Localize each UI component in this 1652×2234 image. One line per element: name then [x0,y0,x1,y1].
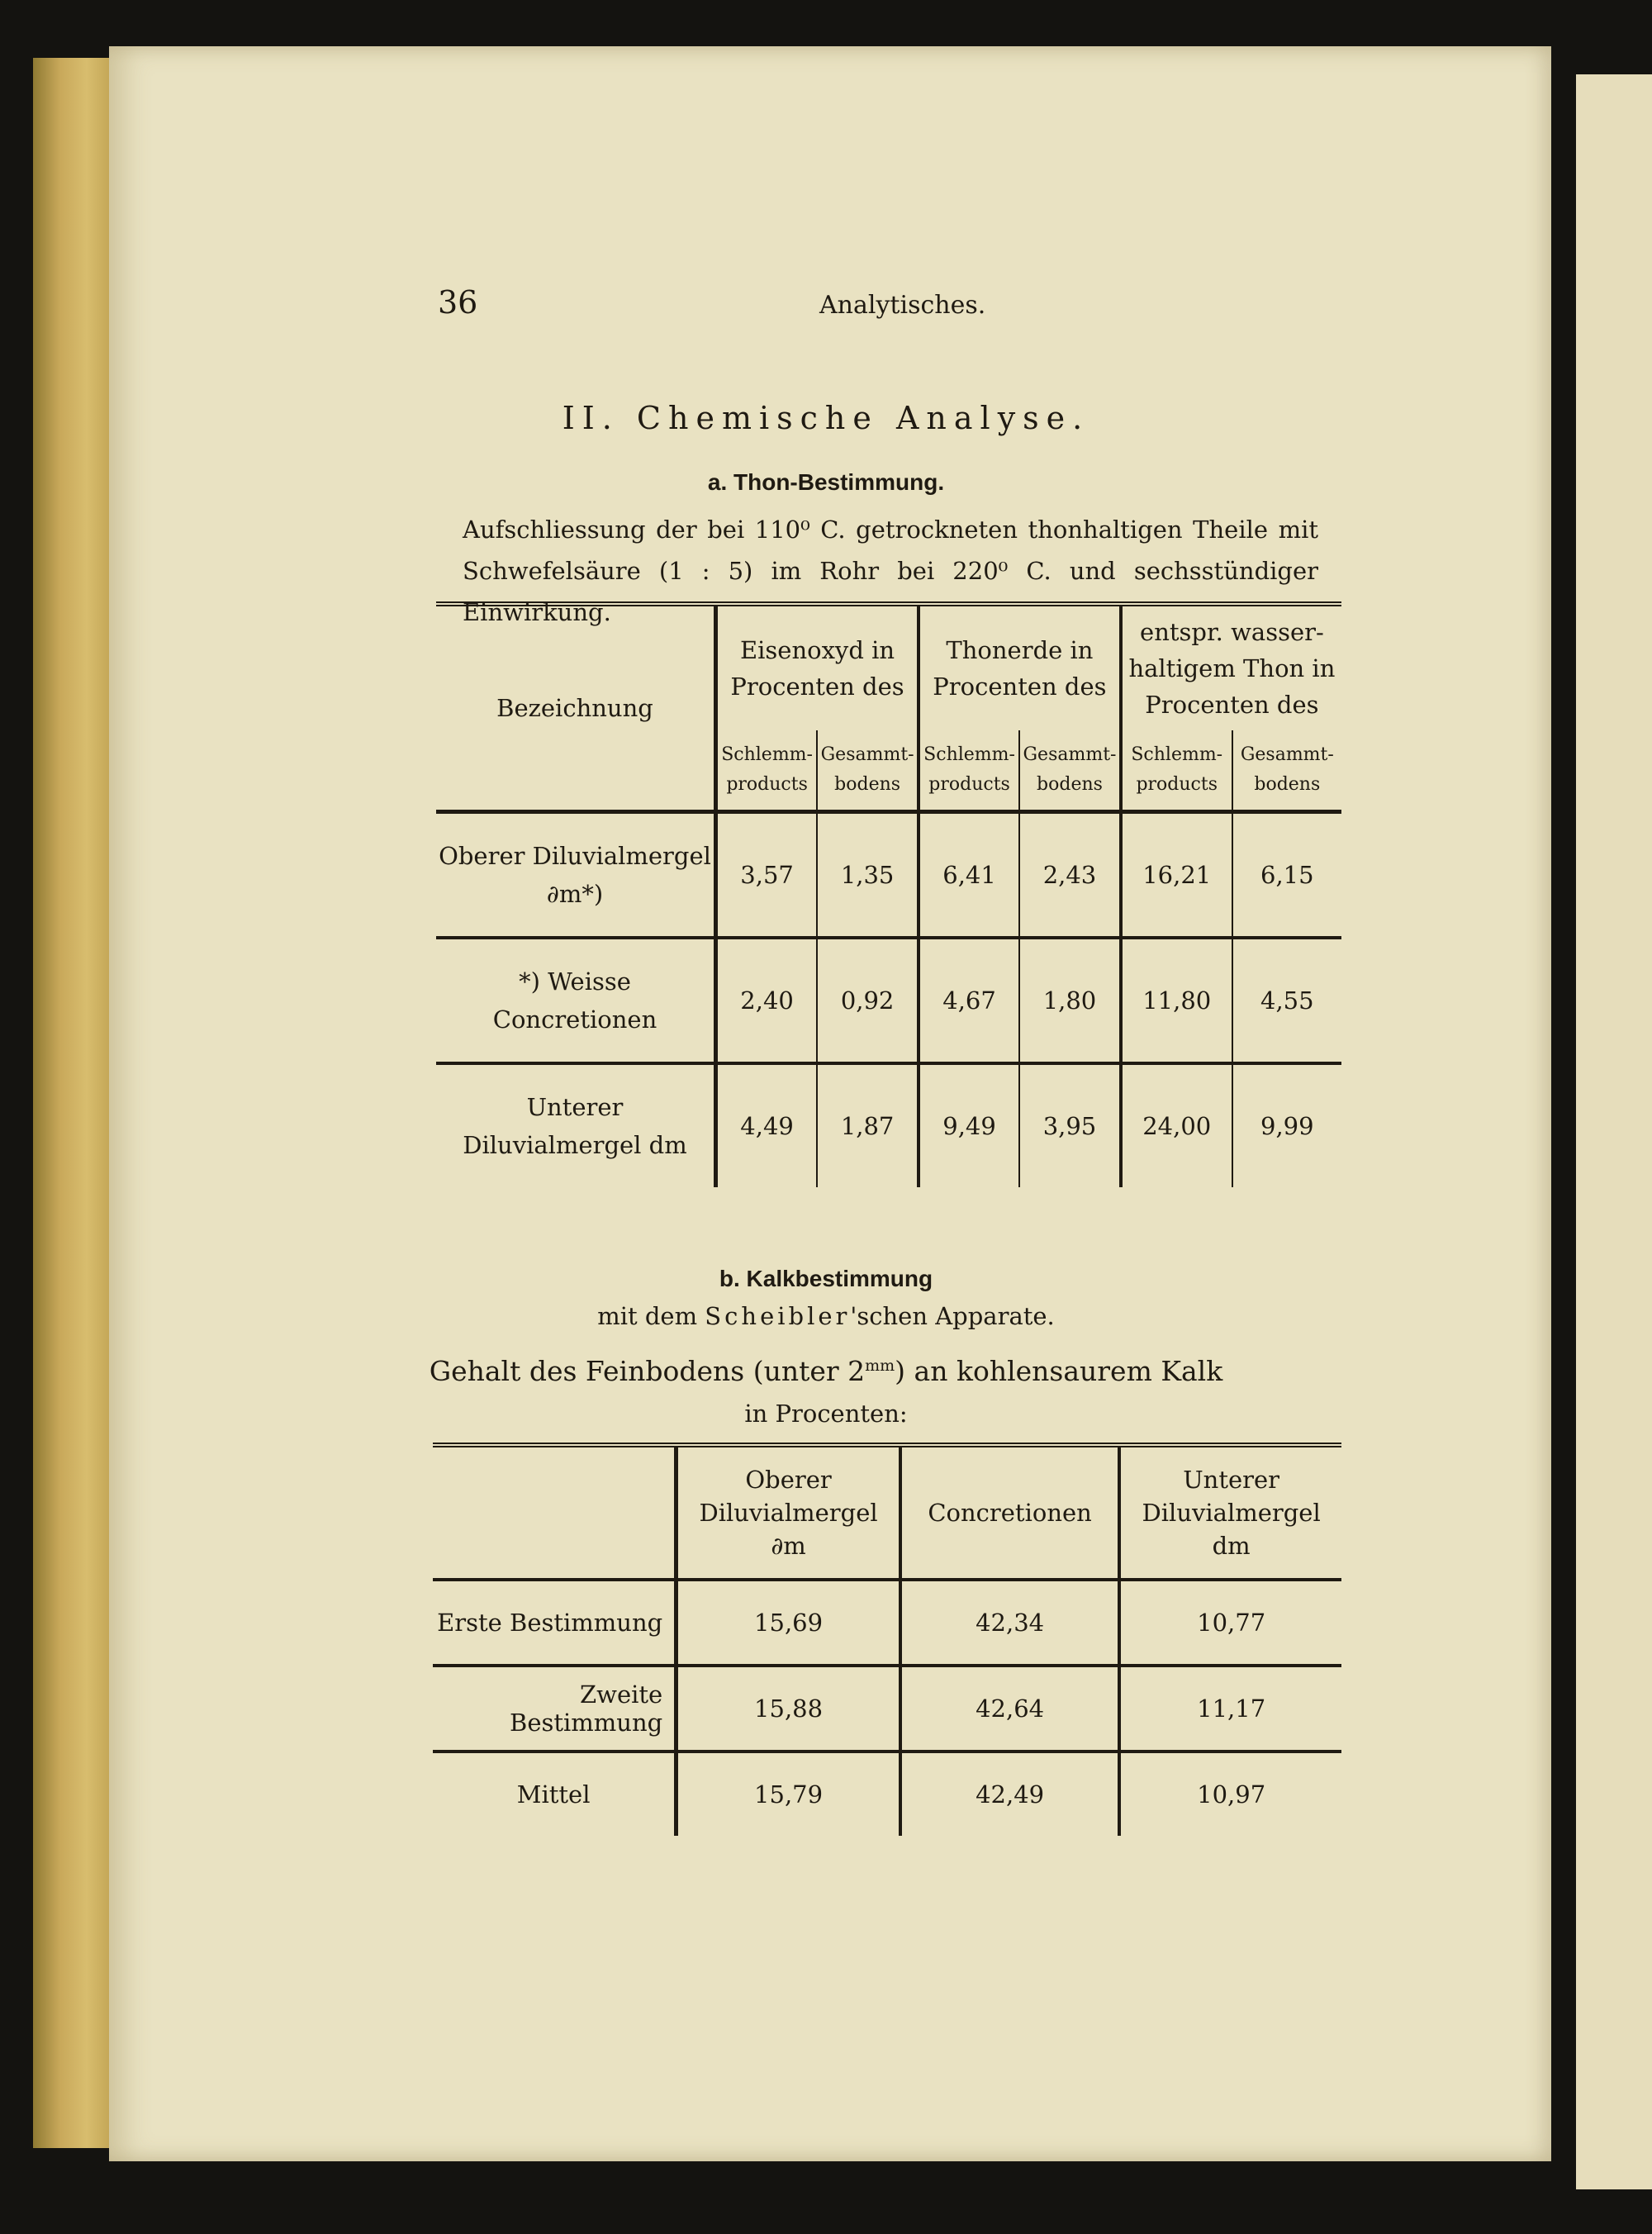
table-cell: 3,95 [1019,1063,1121,1187]
table-cell: 11,17 [1119,1666,1341,1752]
table-cell: 42,49 [900,1752,1119,1836]
table-row [433,1580,1341,1666]
thon-intro: Aufschliessung der bei 110⁰ C. getrockneten thonhaltigen Theile mit Schwefelsäure (1 : 5) im Rohr bei 220⁰ C. und sechsstündiger Einwirkung. [463,516,1318,626]
row-label: Mittel [433,1752,676,1836]
table-cell: 10,77 [1119,1580,1341,1666]
table-cell: 6,41 [919,812,1019,939]
sub-header: Schlemm-products [1121,730,1232,812]
sub-header: Gesammt-bodens [1240,744,1334,795]
row-label: Oberer Diluvialmergel ∂m*) [436,812,716,939]
kalk-heading: b. Kalkbestimmung [719,1266,933,1291]
table-cell: 1,35 [817,812,919,939]
thonerde-header: Thonerde in Procenten des [919,604,1121,730]
table-row [433,1752,1341,1836]
bezeichnung-header: Bezeichnung [436,604,716,812]
gehalt-unit: mm [865,1357,895,1375]
empty-corner-cell [433,1445,676,1580]
table-cell: 1,87 [817,1063,919,1187]
table-cell: 42,64 [900,1666,1119,1752]
thon-header: entspr. wasser-haltigem Thon in Procenten des [1128,618,1336,719]
gehalt-suffix: ) an kohlensaurem Kalk [895,1355,1223,1387]
table-cell: 16,21 [1121,812,1232,939]
gehalt-line-2: in Procenten: [744,1400,908,1428]
sub-header: Schlemm-products [716,730,818,812]
gehalt-prefix: Gehalt des Feinbodens (unter 2 [429,1355,866,1387]
kalk-method-prefix: mit dem [597,1302,705,1330]
table-cell: 3,57 [716,812,818,939]
adjacent-page-edge [1576,74,1652,2189]
kalk-method-suffix: 'schen Apparate. [850,1302,1055,1330]
table-row [433,1666,1341,1752]
gehalt-line [0,1355,1652,1387]
col-header: Unterer Diluvialmergel dm [1142,1466,1321,1560]
table-cell: 4,67 [919,938,1019,1063]
table-cell: 4,55 [1232,938,1341,1063]
running-head: Analytisches. [819,291,986,320]
col-header: Concretionen [900,1445,1119,1580]
row-label: Zweite Bestimmung [433,1666,676,1752]
page-number: 36 [438,284,478,321]
eisenoxyd-header: Eisenoxyd in Procenten des [716,604,919,730]
table-cell: 10,97 [1119,1752,1341,1836]
table-row [436,938,1341,1063]
kalk-method-name: Scheibler [705,1302,851,1330]
table-cell: 6,15 [1232,812,1341,939]
table-cell: 15,69 [676,1580,900,1666]
table-cell: 24,00 [1121,1063,1232,1187]
col-header: Oberer Diluvialmergel ∂m [676,1445,900,1580]
table-cell: 11,80 [1121,938,1232,1063]
table-row [436,1063,1341,1187]
thon-heading: a. Thon-Bestimmung. [707,469,945,495]
table-cell: 15,79 [676,1752,900,1836]
section-title: II. Chemische Analyse. [562,400,1090,436]
thon-table-header-row [436,604,1341,730]
table-cell: 4,49 [716,1063,818,1187]
row-label: *) Weisse Concretionen [436,938,716,1063]
table-cell: 0,92 [817,938,919,1063]
table-cell: 2,40 [716,938,818,1063]
table-cell: 42,34 [900,1580,1119,1666]
row-label: Unterer Diluvialmergel dm [436,1063,716,1187]
sub-header: Gesammt-bodens [817,730,919,812]
table-cell: 1,80 [1019,938,1121,1063]
sub-header: Schlemm-products [919,730,1019,812]
table-cell: 9,99 [1232,1063,1341,1187]
kalk-table-header-row [433,1445,1341,1580]
thon-table [436,601,1341,1187]
table-cell: 15,88 [676,1666,900,1752]
table-cell: 9,49 [919,1063,1019,1187]
kalk-table [433,1443,1341,1836]
table-cell: 2,43 [1019,812,1121,939]
kalk-method [0,1302,1652,1330]
sub-header: Gesammt-bodens [1019,730,1121,812]
table-row [436,812,1341,939]
row-label: Erste Bestimmung [433,1580,676,1666]
